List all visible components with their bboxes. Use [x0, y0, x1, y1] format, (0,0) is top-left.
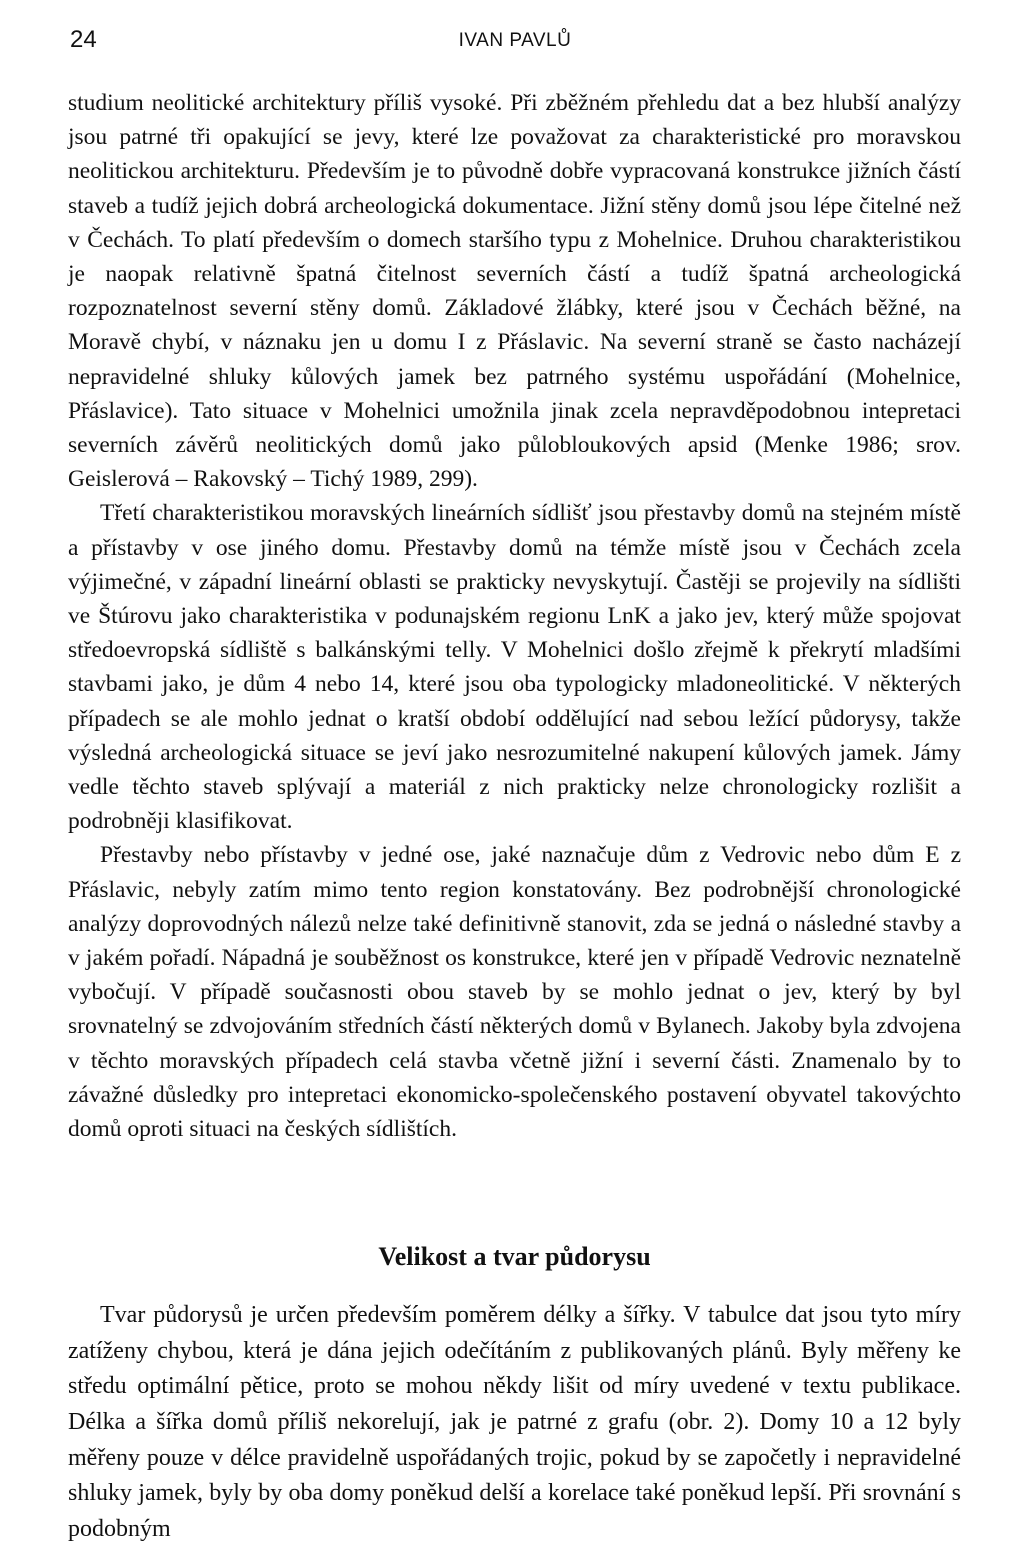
- body-paragraph: studium neolitické architektury příliš vysoké. Při zběžném přehledu dat a bez hlubší analýzy jsou patrné tři opakující se jevy, které lze považovat za charakteristické pro moravskou neolitickou architekturu. Především je to původně dobře vypracovaná konstrukce jižních částí staveb a tudíž jejich dobrá archeologická dokumentace. Jižní stěny domů jsou lépe čitelné než v Čechách. To platí především o domech staršího typu z Mohelnice. Druhou charakteristikou je naopak relativně špatná čitelnost severních částí a tudíž špatná archeologická rozpoznatelnost severní stěny domů. Základové žlábky, které jsou v Čechách běžné, na Moravě chybí, v náznaku jen u domu I z Přáslavic. Na severní straně se často nacházejí nepravidelné shluky kůlových jamek bez patrného systému uspořádání (Mohelnice, Přáslavice). Tato situace v Mohelnici umožnila jinak zcela nepravděpodobnou intepretaci severních závěrů neolitických domů jako půlobloukových apsid (Menke 1986; srov. Geislerová – Rakovský – Tichý 1989, 299).: [68, 90, 961, 493]
- page-body: [68, 86, 961, 1547]
- body-paragraph: Třetí charakteristikou moravských lineárních sídlišť jsou přestavby domů na stejném místě a přístavby v ose jiného domu. Přestavby domů na témže místě jsou v Čechách zcela výjimečné, v západní lineární oblasti se prakticky nevyskytují. Častěji se projevily na sídlišti ve Štúrovu jako charakteristika v podunajském regionu LnK a jako jev, který může spojovat středoevropská sídliště s balkánskými telly. V Mohelnici došlo zřejmě k překrytí mladšími stavbami jako, je dům 4 nebo 14, které jsou oba typologicky mladoneolitické. V některých případech se ale mohlo jednat o kratší období oddělující nad sebou ležící půdorysy, takže výsledná archeologická situace se jeví jako nesrozumitelné nakupení kůlových jamek. Jámy vedle těchto staveb splývají a materiál z nich prakticky nelze chronologicky rozlišit a podrobněji klasifikovat.: [68, 500, 961, 835]
- section-body: [68, 1298, 961, 1547]
- body-paragraph: Přestavby nebo přístavby v jedné ose, jaké naznačuje dům z Vedrovic nebo dům E z Přáslavic, nebyly zatím mimo tento region konstatovány. Bez podrobnější chronologické analýzy doprovodných nálezů nelze také definitivně stanovit, zda se jedná o následné stavby a v jakém pořadí. Nápadná je souběžnost os konstrukce, které jen v případě Vedrovic neznatelně vybočují. V případě současnosti obou staveb by se mohlo jednat o jev, který by byl srovnatelný se zdvojováním středních částí některých domů v Bylanech. Jakoby byla zdvojena v těchto moravských případech celá stavba včetně jižní i severní části. Znamenalo by to závažné důsledky pro intepretaci ekonomicko-společenského postavení obyvatel takovýchto domů oproti situaci na českých sídlištích.: [68, 842, 961, 1143]
- page-number: 24: [70, 26, 97, 53]
- running-head-author: IVAN PAVLŮ: [458, 30, 572, 51]
- section-paragraph: Tvar půdorysů je určen především poměrem délky a šířky. V tabulce dat jsou tyto míry zatíženy chybou, která je dána jejich odečítáním z publikovaných plánů. Byly měřeny ke středu optimální pětice, proto se mohou někdy lišit od míry uvedené v textu publikace. Délka a šířka domů příliš nekorelují, jak je patrné z grafu (obr. 2). Domy 10 a 12 byly měřeny pouze v délce pravidelně uspořádaných trojic, pokud by se započetly i nepravidelné shluky jamek, byly by oba domy poněkud delší a korelace také poněkud lepší. Při srovnání s podobným: [68, 1302, 961, 1542]
- page-header: [70, 26, 960, 62]
- section-heading: Velikost a tvar půdorysu: [378, 1242, 651, 1272]
